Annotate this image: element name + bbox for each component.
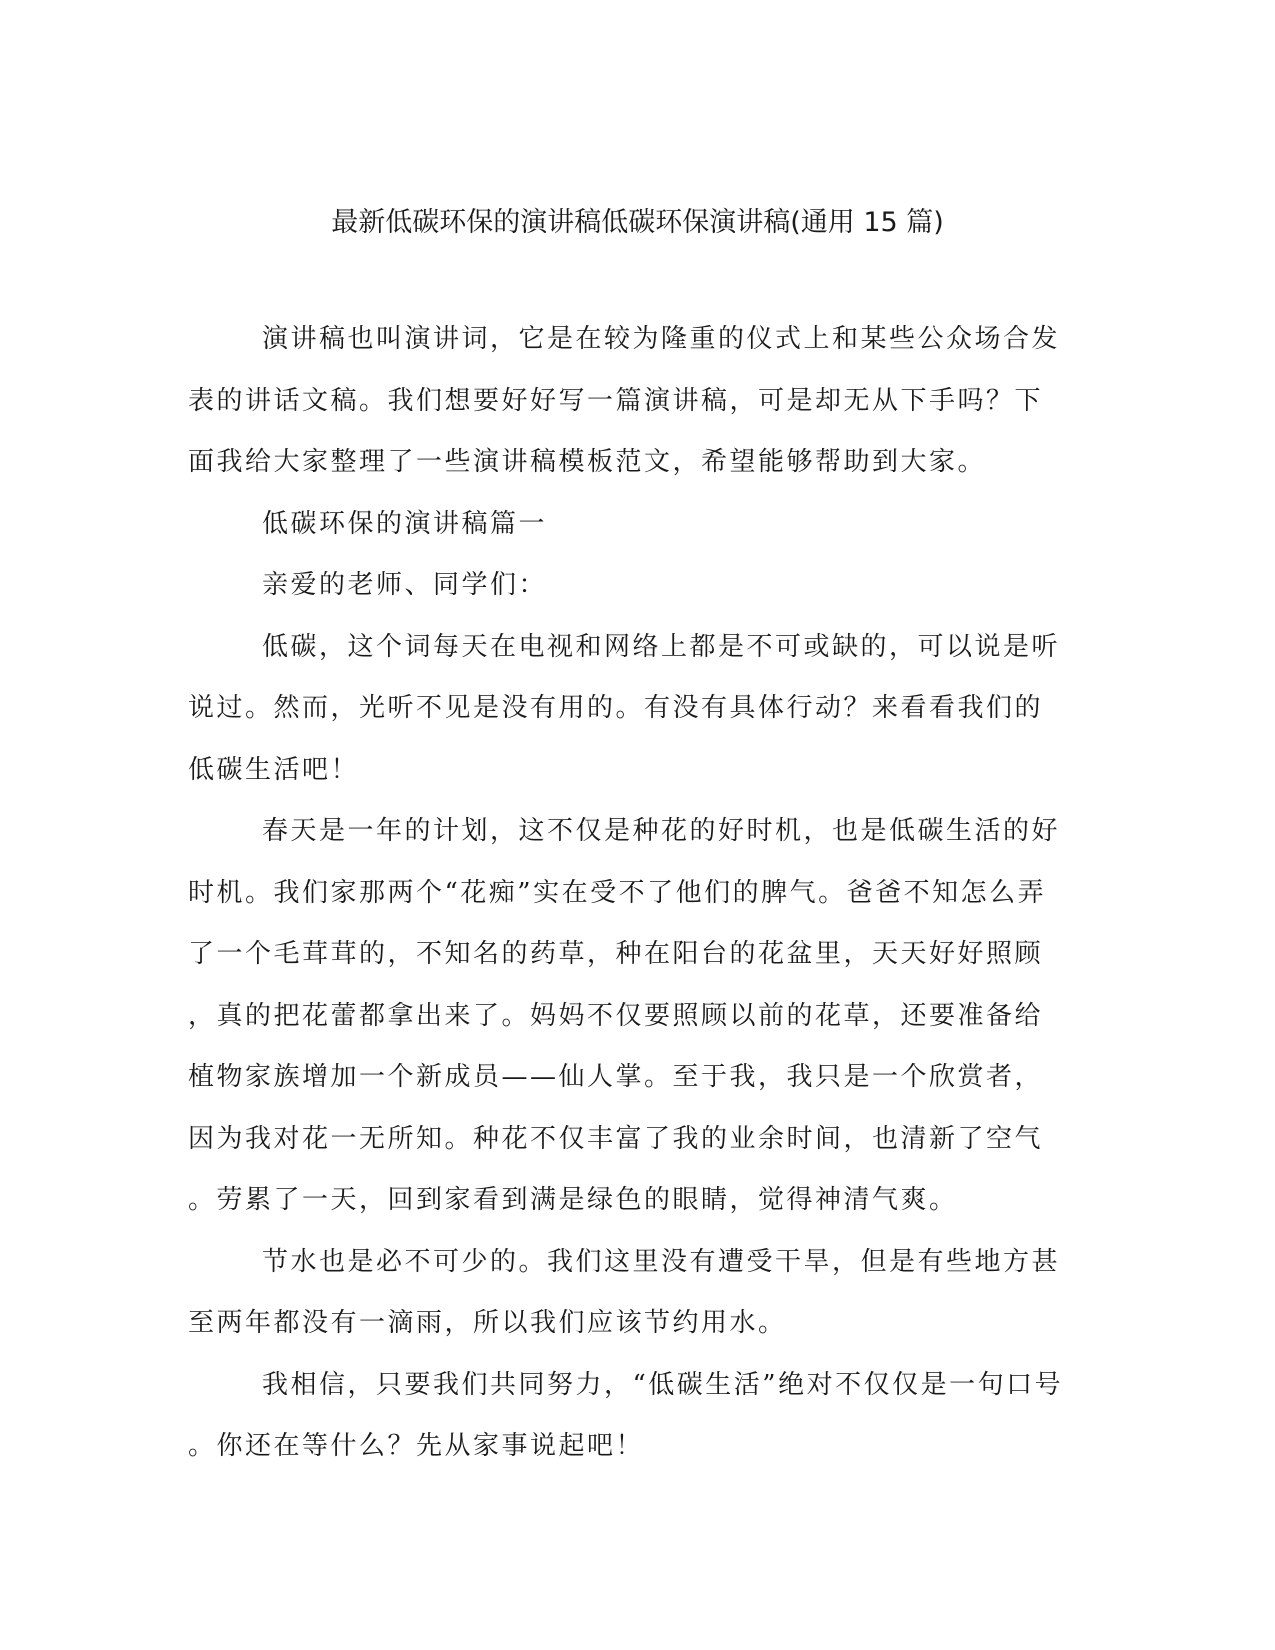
text-line: 了一个毛茸茸的，不知名的药草，种在阳台的花盆里，天天好好照顾 bbox=[188, 939, 1044, 969]
salutation: 亲爱的老师、同学们： bbox=[262, 570, 548, 600]
text-line: 低碳，这个词每天在电视和网络上都是不可或缺的，可以说是听 bbox=[262, 631, 1061, 662]
text-line: 。劳累了一天，回到家看到满是绿色的眼睛，觉得神清气爽。 bbox=[188, 1185, 958, 1215]
text-line: 植物家族增加一个新成员——仙人掌。至于我，我只是一个欣赏者， bbox=[188, 1062, 1044, 1092]
text-line: 低碳生活吧！ bbox=[188, 754, 360, 785]
text-line: 表的讲话文稿。我们想要好好写一篇演讲稿，可是却无从下手吗？下 bbox=[188, 385, 1044, 416]
text-line: 面我给大家整理了一些演讲稿模板范文，希望能够帮助到大家。 bbox=[188, 447, 987, 477]
document-title: 最新低碳环保的演讲稿低碳环保演讲稿(通用 15 篇) bbox=[331, 207, 944, 238]
document-body bbox=[188, 322, 1068, 1491]
text-line: 。你还在等什么？先从家事说起吧！ bbox=[188, 1431, 645, 1461]
text-line: 节水也是必不可少的。我们这里没有遭受干旱，但是有些地方甚 bbox=[262, 1246, 1061, 1277]
text-line: 说过。然而，光听不见是没有用的。有没有具体行动？来看看我们的 bbox=[188, 693, 1044, 723]
text-line: 因为我对花一无所知。种花不仅丰富了我的业余时间，也清新了空气 bbox=[188, 1123, 1044, 1154]
text-line: 春天是一年的计划，这不仅是种花的好时机，也是低碳生活的好 bbox=[262, 816, 1061, 846]
section-heading: 低碳环保的演讲稿篇一 bbox=[262, 508, 548, 539]
text-line: 我相信，只要我们共同努力，“低碳生活”绝对不仅仅是一句口号 bbox=[262, 1369, 1064, 1400]
text-line: 时机。我们家那两个“花痴”实在受不了他们的脾气。爸爸不知怎么弄 bbox=[188, 877, 1047, 908]
text-line: ，真的把花蕾都拿出来了。妈妈不仅要照顾以前的花草，还要准备给 bbox=[188, 1000, 1044, 1031]
text-line: 至两年都没有一滴雨，所以我们应该节约用水。 bbox=[188, 1308, 787, 1338]
text-line: 演讲稿也叫演讲词，它是在较为隆重的仪式上和某些公众场合发 bbox=[262, 324, 1061, 354]
